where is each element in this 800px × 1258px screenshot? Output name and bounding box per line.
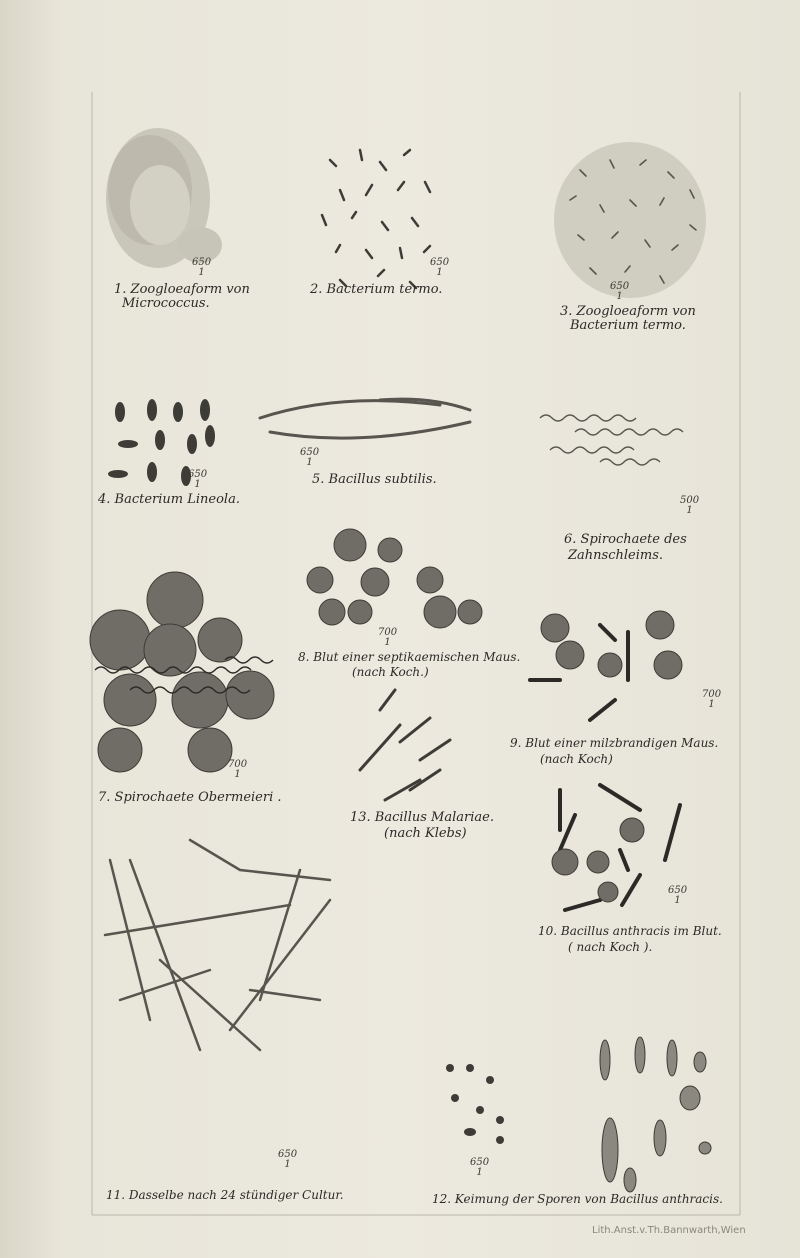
fig2-caption: 2. Bacterium termo.	[310, 282, 443, 297]
fig12-scale-left: 650 1	[470, 1157, 490, 1178]
fig9-caption-line1: 9. Blut einer milzbrandigen Maus.	[510, 736, 719, 750]
fig8-caption-line1: 8. Blut einer septikaemischen Maus.	[298, 650, 521, 664]
fig9-caption-line2: (nach Koch)	[540, 752, 613, 766]
fig8-caption-line2: (nach Koch.)	[352, 665, 429, 679]
fig11-scale: 650 1	[278, 1149, 298, 1170]
fig4-caption: 4. Bacterium Lineola.	[98, 492, 240, 507]
fig10-drawing	[552, 785, 680, 910]
fig13-drawing	[360, 690, 450, 800]
fig7-drawing	[90, 572, 274, 772]
fig11-caption: 11. Dasselbe nach 24 stündiger Cultur.	[106, 1188, 344, 1202]
fig1-drawing	[106, 128, 222, 268]
fig6-drawing	[540, 415, 683, 465]
fig10-scale: 650 1	[668, 885, 688, 906]
fig8-drawing	[307, 529, 482, 628]
fig3-caption-line1: 3. Zoogloeaform von	[560, 304, 696, 319]
fig6-caption-line1: 6. Spirochaete des	[564, 532, 687, 547]
fig5-caption: 5. Bacillus subtilis.	[312, 472, 437, 487]
fig12-caption: 12. Keimung der Sporen von Bacillus anthracis.	[432, 1192, 723, 1206]
fig3-caption-line2: Bacterium termo.	[570, 318, 686, 333]
fig10-caption-line2: ( nach Koch ).	[568, 940, 653, 954]
fig6-caption-line2: Zahnschleims.	[568, 548, 663, 563]
fig1-caption-line2: Micrococcus.	[122, 296, 210, 311]
fig6-scale: 500 1	[680, 495, 700, 516]
fig9-scale: 700 1	[702, 689, 722, 710]
fig10-caption-line1: 10. Bacillus anthracis im Blut.	[538, 924, 722, 938]
fig4-scale: 650 1	[188, 469, 208, 490]
fig7-caption: 7. Spirochaete Obermeieri .	[98, 790, 282, 805]
fig1-caption-line1: 1. Zoogloeaform von	[114, 282, 250, 297]
fig13-caption-line1: 13. Bacillus Malariae.	[350, 810, 494, 825]
fig5-scale: 650 1	[300, 447, 320, 468]
fig8-scale: 700 1	[378, 627, 398, 648]
fig3-drawing	[554, 142, 706, 298]
fig5-drawing	[260, 399, 470, 438]
fig9-drawing	[530, 611, 682, 720]
fig2-scale: 650 1	[430, 257, 450, 278]
fig11-drawing	[105, 840, 330, 1050]
fig13-caption-line2: (nach Klebs)	[384, 826, 467, 841]
fig1-scale: 650 1	[192, 257, 212, 278]
fig7-scale: 700 1	[228, 759, 248, 780]
lithographer-credit: Lith.Anst.v.Th.Bannwarth,Wien	[592, 1225, 746, 1236]
fig2-drawing	[322, 150, 430, 288]
fig3-scale: 650 1	[610, 281, 630, 302]
